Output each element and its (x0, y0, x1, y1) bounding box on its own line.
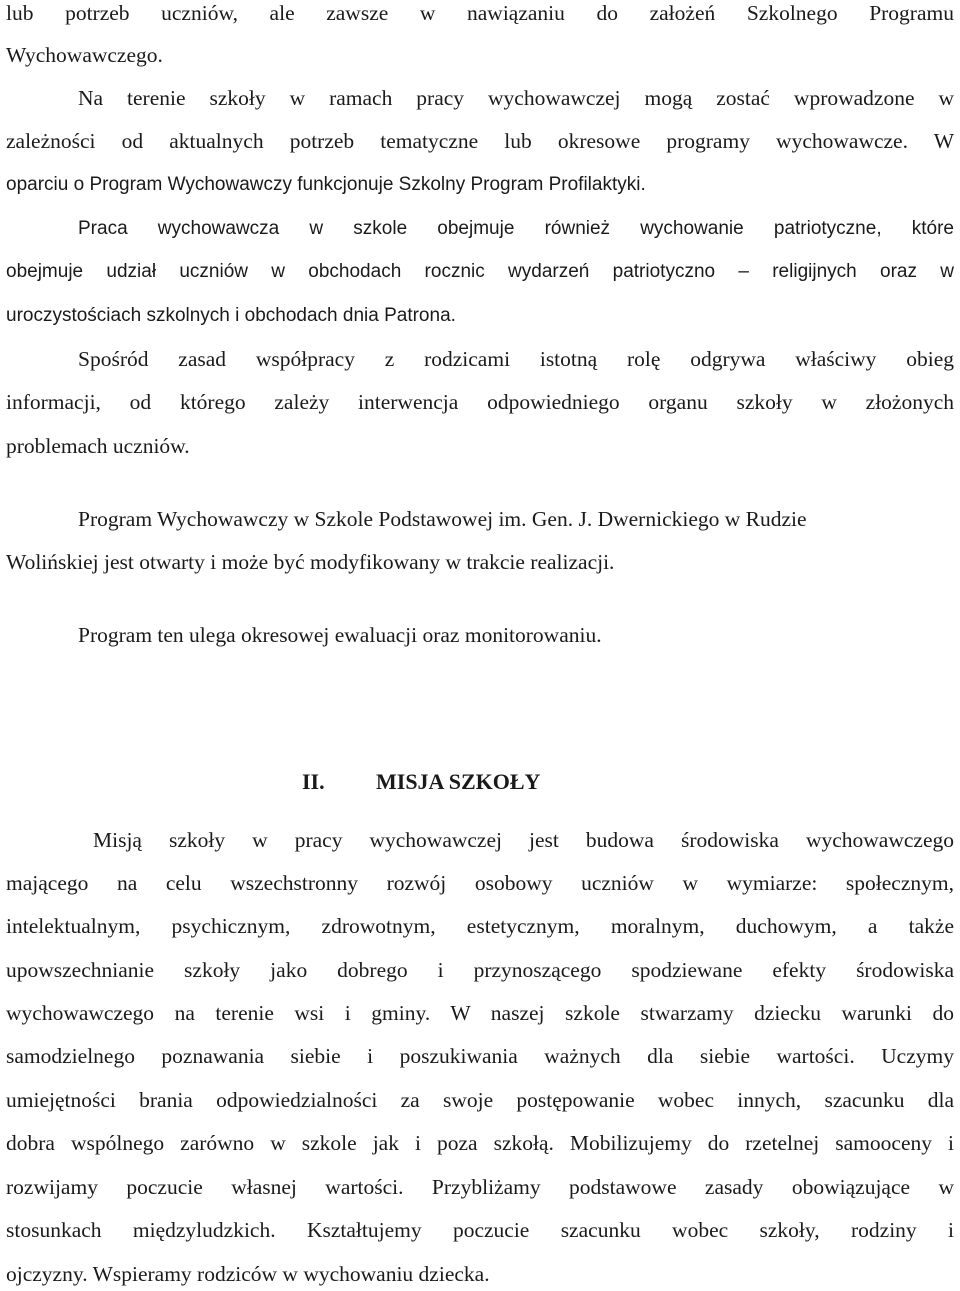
text-line: uroczystościach szkolnych i obchodach dnia Patrona. (6, 305, 456, 326)
text-line: intelektualnym, psychicznym, zdrowotnym, estetycznym, moralnym, duchowym, a także (6, 914, 954, 938)
text-line: Misją szkoły w pracy wychowawczej jest budowa środowiska wychowawczego (93, 828, 954, 852)
text-line: rozwijamy poczucie własnej wartości. Przybliżamy podstawowe zasady obowiązujące w (6, 1175, 954, 1199)
text-line: lub potrzeb uczniów, ale zawsze w nawiązaniu do założeń Szkolnego Programu (6, 1, 954, 25)
text-line: ojczyzny. Wspieramy rodziców w wychowaniu dziecka. (6, 1262, 490, 1286)
text-line: Wychowawczego. (6, 43, 163, 67)
text-line: wychowawczego na terenie wsi i gminy. W naszej szkole stwarzamy dziecku warunki do (6, 1001, 954, 1025)
text-line: Praca wychowawcza w szkole obejmuje również wychowanie patriotyczne, które (78, 218, 954, 239)
text-line: Spośród zasad współpracy z rodzicami istotną rolę odgrywa właściwy obieg (78, 347, 954, 371)
text-line: Na terenie szkoły w ramach pracy wychowawczej mogą zostać wprowadzone w (78, 86, 954, 110)
text-line: Program ten ulega okresowej ewaluacji oraz monitorowaniu. (78, 623, 602, 647)
text-line: umiejętności brania odpowiedzialności za swoje postępowanie wobec innych, szacunku dla (6, 1088, 954, 1112)
text-line: Wolińskiej jest otwarty i może być modyfikowany w trakcie realizacji. (6, 550, 615, 574)
text-line: obejmuje udział uczniów w obchodach rocznic wydarzeń patriotyczno – religijnych oraz w (6, 261, 954, 282)
text-line: zależności od aktualnych potrzeb tematyczne lub okresowe programy wychowawcze. W (6, 129, 954, 153)
text-line: upowszechnianie szkoły jako dobrego i przynoszącego spodziewane efekty środowiska (6, 958, 954, 982)
text-line: oparciu o Program Wychowawczy funkcjonuje Szkolny Program Profilaktyki. (6, 174, 646, 195)
text-line: samodzielnego poznawania siebie i poszukiwania ważnych dla siebie wartości. Uczymy (6, 1044, 954, 1068)
text-line: stosunkach międzyludzkich. Kształtujemy poczucie szacunku wobec szkoły, rodziny i (6, 1218, 954, 1242)
section-number: II. (302, 769, 325, 794)
text-line: mającego na celu wszechstronny rozwój osobowy uczniów w wymiarze: społecznym, (6, 871, 954, 895)
text-line: Program Wychowawczy w Szkole Podstawowej im. Gen. J. Dwernickiego w Rudzie (78, 507, 807, 531)
text-line: informacji, od którego zależy interwencja odpowiedniego organu szkoły w złożonych (6, 390, 954, 414)
text-line: dobra wspólnego zarówno w szkole jak i poza szkołą. Mobilizujemy do rzetelnej samooceny i (6, 1131, 954, 1155)
text-line: problemach uczniów. (6, 434, 190, 458)
section-title: MISJA SZKOŁY (376, 769, 541, 794)
